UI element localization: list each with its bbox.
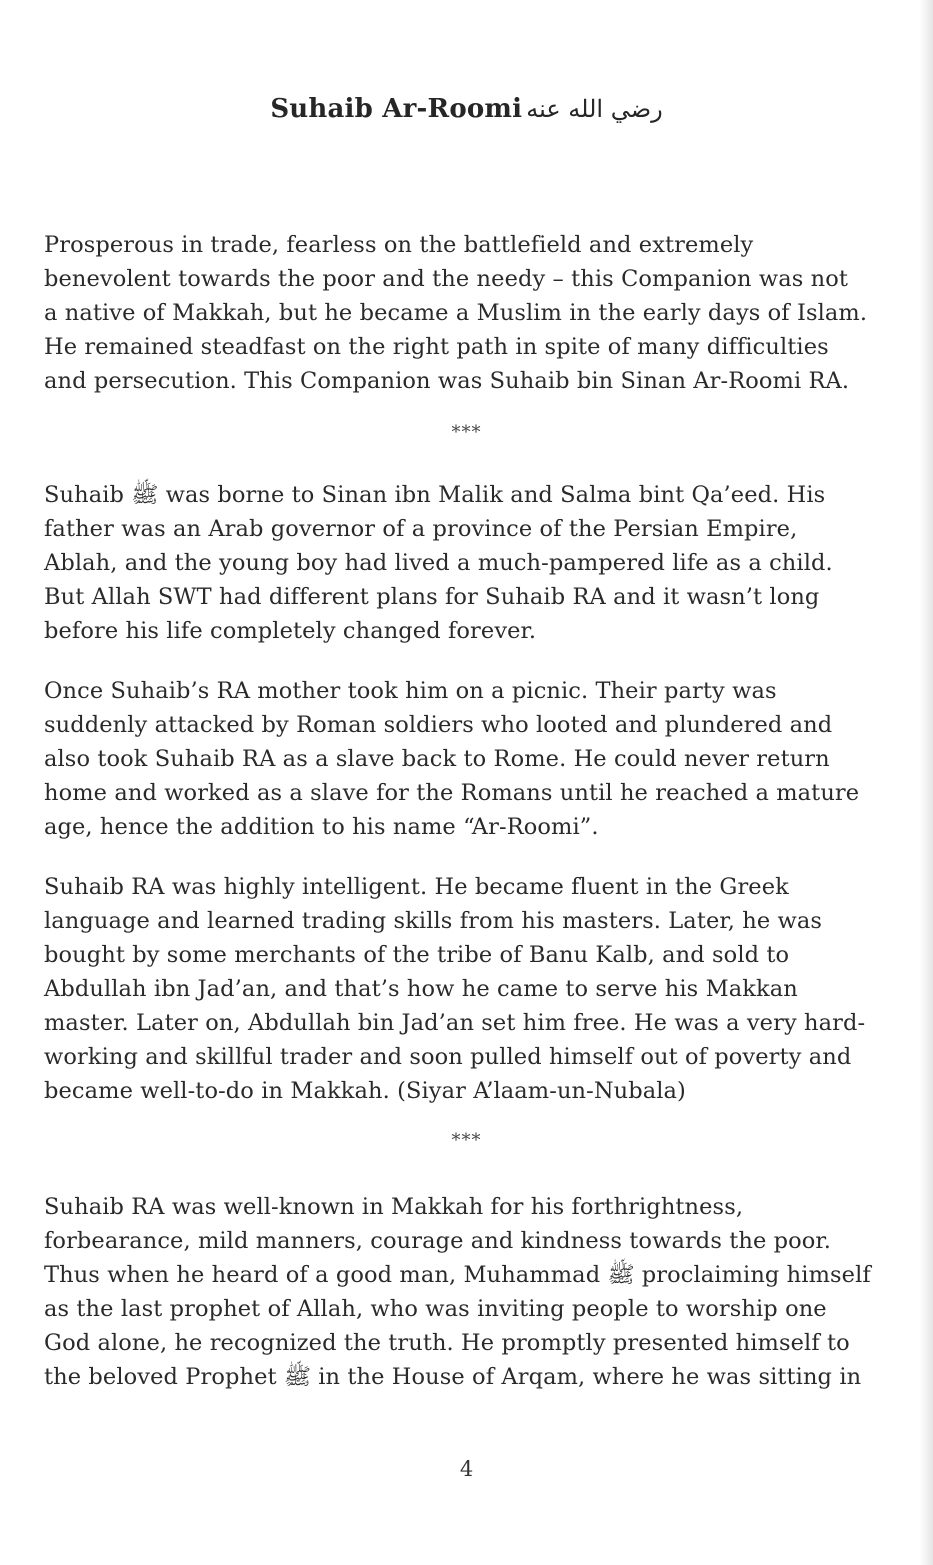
section-separator-1: ***	[451, 422, 482, 443]
chapter-title-text: Suhaib Ar-Roomi	[270, 94, 523, 124]
paragraph-3: Once Suhaib’s RA mother took him on a picnic. Their party was suddenly attacked by Roman soldiers who looted and plundered and also took Suhaib RA as a slave back to Rome. He could never return home and worked as a slave for the Romans until he reached a mature age, hence the addition to his name “Ar-Roomi”.	[44, 678, 860, 840]
page-edge-shadow	[919, 0, 933, 1565]
chapter-title	[0, 94, 933, 124]
paragraph-1: Prosperous in trade, fearless on the battlefield and extremely benevolent towards the poor and the needy – this Companion was not a native of Makkah, but he became a Muslim in the early days of Islam. He remained steadfast on the right path in spite of many difficulties and persecution. This Companion was Suhaib bin Sinan Ar-Roomi RA.	[44, 232, 868, 394]
section-separator-2: ***	[451, 1130, 482, 1151]
paragraph-5: Suhaib RA was well-known in Makkah for his forthrightness, forbearance, mild manners, courage and kindness towards the poor. Thus when he heard of a good man, Muhammad ﷺ proclaiming himself as the last prophet of Allah, who was inviting people to worship one God alone, he recognized the truth. He promptly presented himself to the beloved Prophet ﷺ in the House of Arqam, where he was sitting in	[44, 1194, 871, 1390]
paragraph-2: Suhaib ﷺ was borne to Sinan ibn Malik and Salma bint Qa’eed. His father was an Arab governor of a province of the Persian Empire, Ablah, and the young boy had lived a much-pampered life as a child. But Allah SWT had different plans for Suhaib RA and it wasn’t long before his life completely changed forever.	[44, 482, 833, 644]
page-number: 4	[459, 1457, 474, 1481]
paragraph-4: Suhaib RA was highly intelligent. He became fluent in the Greek language and learned trading skills from his masters. Later, he was bought by some merchants of the tribe of Banu Kalb, and sold to Abdullah ibn Jad’an, and that’s how he came to serve his Makkan master. Later on, Abdullah bin Jad’an set him free. He was a very hard- working and skillful trader and soon pulled himself out of poverty and became well-to-do in Makkah. (Siyar A’laam-un-Nubala)	[44, 874, 866, 1104]
title-honorific: رضي الله عنه	[526, 95, 663, 123]
